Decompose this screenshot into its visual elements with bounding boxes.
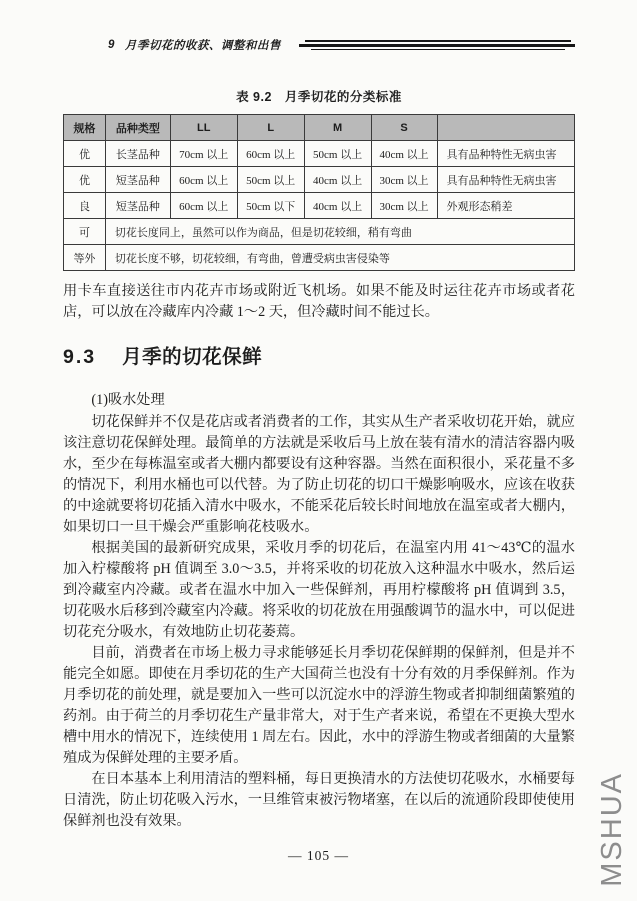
cell-m: 50cm 以上 [304, 141, 371, 167]
table-row [64, 193, 575, 219]
paragraph: 根据美国的最新研究成果，采收月季的切花后，在温室内用 41～43℃的温水加入柠檬酸将 pH 值调至 3.0～3.5，并将采收的切花放入这种温水中吸水，然后运到冷藏室内冷藏。或者在温水中加入一些保鲜剂，再用柠檬酸将 pH 值调到 3.5，切花吸水后移到冷藏室内冷藏。将采收的切花放在用强酸调节的温水中，可以促进切花充分吸水，有效地防止切花萎蔫。 [63, 540, 575, 640]
classification-table [63, 114, 575, 271]
col-header-variety-type: 品种类型 [105, 115, 170, 141]
cell-grade: 良 [64, 193, 106, 219]
table-row-span [64, 219, 575, 245]
cell-ll: 60cm 以上 [170, 193, 237, 219]
col-header-ll: LL [170, 115, 237, 141]
cell-s: 30cm 以上 [371, 167, 437, 193]
table-header-row [64, 115, 575, 141]
cell-l: 50cm 以下 [237, 193, 304, 219]
cell-l: 60cm 以上 [237, 141, 304, 167]
rule-line-thin-top [305, 40, 571, 42]
cell-s: 40cm 以上 [371, 141, 437, 167]
col-header-remark [437, 115, 575, 141]
sub-heading: (1)吸水处理 [91, 392, 165, 408]
table-row-span [64, 245, 575, 271]
cell-ll: 60cm 以上 [170, 167, 237, 193]
table-row [64, 141, 575, 167]
paragraph: 切花保鲜并不仅是花店或者消费者的工作，其实从生产者采收切花开始，就应该注意切花保鲜处理。最简单的方法就是采收后马上放在装有清水的清洁容器内吸水，至少在每栋温室或者大棚内都要设有这种容器。当然在面积很小，采花量不多的情况下，利用水桶也可以代替。为了防止切花的切口干燥影响吸水，应该在收获的中途就要将切花插入清水中吸水，不能采花后较长时间地放在温室或者大棚内，如果切口一旦干燥会严重影响花枝吸水。 [63, 414, 575, 535]
cell-remark: 外观形态稍差 [437, 193, 575, 219]
header-rule-decoration [299, 40, 575, 50]
cell-variety: 短茎品种 [105, 193, 170, 219]
paragraph: 目前，消费者在市场上极力寻求能够延长月季切花保鲜期的保鲜剂，但是并不能完全如愿。即使在月季切花的生产大国荷兰也没有十分有效的月季保鲜剂。作为月季切花的前处理，就是要加入一些可以沉淀水中的浮游生物或者抑制细菌繁殖的药剂。由于荷兰的月季切花生产量非常大，对于生产者来说，希望在不更换大型水槽中用水的情况下，连续使用 1 周左右。因此，水中的浮游生物或者细菌的大量繁殖成为保鲜处理的主要矛盾。 [63, 645, 575, 766]
table-title: 表 9.2 月季切花的分类标准 [236, 90, 402, 104]
cell-remark: 具有品种特性无病虫害 [437, 167, 575, 193]
cell-variety: 长茎品种 [105, 141, 170, 167]
chapter-number: 9 [108, 39, 115, 51]
page-number: — 105 — [288, 848, 349, 863]
paragraph-continuation: 用卡车直接送往市内花卉市场或附近飞机场。如果不能及时运往花卉市场或者花店，可以放在冷藏库内冷藏 1～2 天，但冷藏时间不能过长。 [63, 283, 575, 320]
rule-line-thick [299, 44, 575, 47]
cell-s: 30cm 以上 [371, 193, 437, 219]
cell-ll: 70cm 以上 [170, 141, 237, 167]
col-header-grade: 规格 [64, 115, 106, 141]
col-header-s: S [371, 115, 437, 141]
cell-m: 40cm 以上 [304, 193, 371, 219]
watermark: MSHUA [596, 772, 628, 887]
cell-grade: 优 [64, 141, 106, 167]
col-header-l: L [237, 115, 304, 141]
section-heading [63, 347, 575, 368]
table-row [64, 167, 575, 193]
chapter-title: 月季切花的收获、调整和出售 [124, 40, 281, 52]
cell-l: 50cm 以上 [237, 167, 304, 193]
cell-grade: 优 [64, 167, 106, 193]
section-number: 9.3 [63, 346, 97, 368]
rule-line-thin-bottom [311, 49, 565, 50]
col-header-m: M [304, 115, 371, 141]
cell-grade: 可 [64, 219, 106, 245]
cell-variety: 短茎品种 [105, 167, 170, 193]
cell-span-description: 切花长度同上，虽然可以作为商品，但是切花较细，稍有弯曲 [105, 219, 574, 245]
section-title: 月季的切花保鲜 [122, 346, 263, 368]
paragraph: 在日本基本上利用清洁的塑料桶，每日更换清水的方法使切花吸水，水桶要每日清洗，防止切花吸入污水，一旦维管束被污物堵塞，在以后的流通阶段即使使用保鲜剂也没有效果。 [63, 771, 575, 829]
cell-grade: 等外 [64, 245, 106, 271]
cell-m: 40cm 以上 [304, 167, 371, 193]
running-header [63, 37, 575, 53]
cell-span-description: 切花长度不够，切花较细，有弯曲，曾遭受病虫害侵染等 [105, 245, 574, 271]
cell-remark: 具有品种特性无病虫害 [437, 141, 575, 167]
